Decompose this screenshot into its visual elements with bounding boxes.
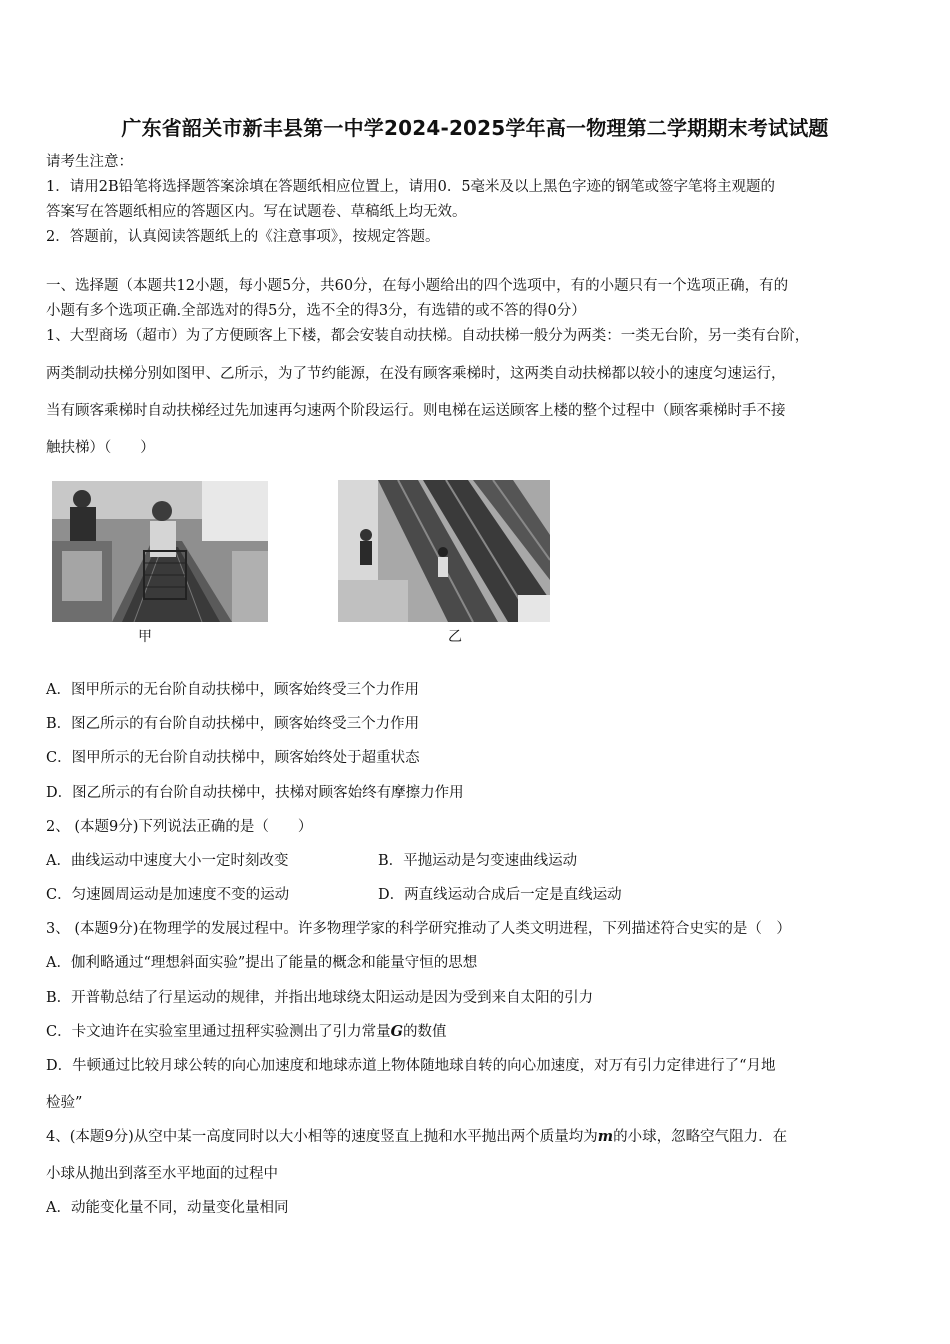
q3-option-c-text: C．卡文迪许在实验室里通过扭秤实验测出了引力常量 [46,1024,391,1040]
q3-option-c [46,1022,446,1042]
q4-stem-suffix: 的小球，忽略空气阻力．在 [613,1129,788,1145]
notice-item-2: 2．答题前，认真阅读答题纸上的《注意事项》，按规定答题。 [46,229,440,245]
q3-option-b: B．开普勒总结了行星运动的规律，并指出地球绕太阳运动是因为受到来自太阳的引力 [46,990,594,1006]
q1-option-b: B．图乙所示的有台阶自动扶梯中，顾客始终受三个力作用 [46,716,420,732]
notice-heading: 请考生注意： [46,154,133,170]
q2-option-c: C．匀速圆周运动是加速度不变的运动 [46,887,290,903]
q2-stem: 2、 (本题9分)下列说法正确的是（ ） [46,819,313,835]
q3-option-a: A．伽利略通过“理想斜面实验”提出了能量的概念和能量守恒的思想 [46,955,478,971]
q3-option-d-cont: 检验” [46,1095,83,1111]
notice-item-1: 1．请用2B铅笔将选择题答案涂填在答题纸相应位置上，请用0．5毫米及以上黑色字迹的钢笔或签字笔将主观题的 [46,179,776,195]
q1-stem-4: 触扶梯）（ ） [46,440,155,456]
mass-symbol: m [597,1128,614,1145]
figure-b-caption: 乙 [448,629,462,645]
q1-option-d: D．图乙所示的有台阶自动扶梯中，扶梯对顾客始终有摩擦力作用 [46,785,464,801]
q4-option-a: A．动能变化量不同，动量变化量相同 [46,1200,289,1216]
escalator-photo-a [52,481,268,622]
notice-item-1-cont: 答案写在答题纸相应的答题区内。写在试题卷、草稿纸上均无效。 [46,204,467,220]
q2-option-d: D．两直线运动合成后一定是直线运动 [378,887,622,903]
gravitational-constant-symbol: G [390,1023,403,1040]
q3-stem: 3、 (本题9分)在物理学的发展过程中。许多物理学家的科学研究推动了人类文明进程，下列描述符合史实的是（ ） [46,921,791,937]
q1-stem: 1、大型商场（超市）为了方便顾客上下楼，都会安装自动扶梯。自动扶梯一般分为两类：一类无台阶，另一类有台阶， [46,328,810,344]
q1-option-a: A．图甲所示的无台阶自动扶梯中，顾客始终受三个力作用 [46,682,419,698]
q1-stem-2: 两类制动扶梯分别如图甲、乙所示，为了节约能源，在没有顾客乘梯时，这两类自动扶梯都以较小的速度匀速运行， [46,366,786,382]
figure-a-caption: 甲 [138,629,152,645]
q2-option-a: A．曲线运动中速度大小一定时刻改变 [46,853,289,869]
q4-stem-text: 4、(本题9分)从空中某一高度同时以大小相等的速度竖直上抛和水平抛出两个质量均为 [46,1129,598,1145]
section-heading-cont: 小题有多个选项正确.全部选对的得5分，选不全的得3分，有选错的或不答的得0分） [46,303,586,319]
q4-stem-cont: 小球从抛出到落至水平地面的过程中 [46,1166,278,1182]
q1-option-c: C．图甲所示的无台阶自动扶梯中，顾客始终处于超重状态 [46,750,420,766]
escalator-b-illustration [338,480,550,622]
q3-option-d: D．牛顿通过比较月球公转的向心加速度和地球赤道上物体随地球自转的向心加速度，对万有引力定律进行了“月地 [46,1058,776,1074]
page-title: 广东省韶关市新丰县第一中学2024-2025学年高一物理第二学期期末考试试题 [121,116,829,140]
q1-stem-3: 当有顾客乘梯时自动扶梯经过先加速再匀速两个阶段运行。则电梯在运送顾客上楼的整个过程中（顾客乘梯时手不接 [46,403,786,419]
escalator-photo-b [338,480,550,622]
section-heading: 一、选择题（本题共12小题，每小题5分，共60分，在每小题给出的四个选项中，有的小题只有一个选项正确，有的 [46,278,789,294]
q3-option-c-suffix: 的数值 [402,1024,447,1040]
q2-option-b: B．平抛运动是匀变速曲线运动 [378,853,578,869]
escalator-a-illustration [52,481,268,622]
q4-stem [46,1127,787,1147]
